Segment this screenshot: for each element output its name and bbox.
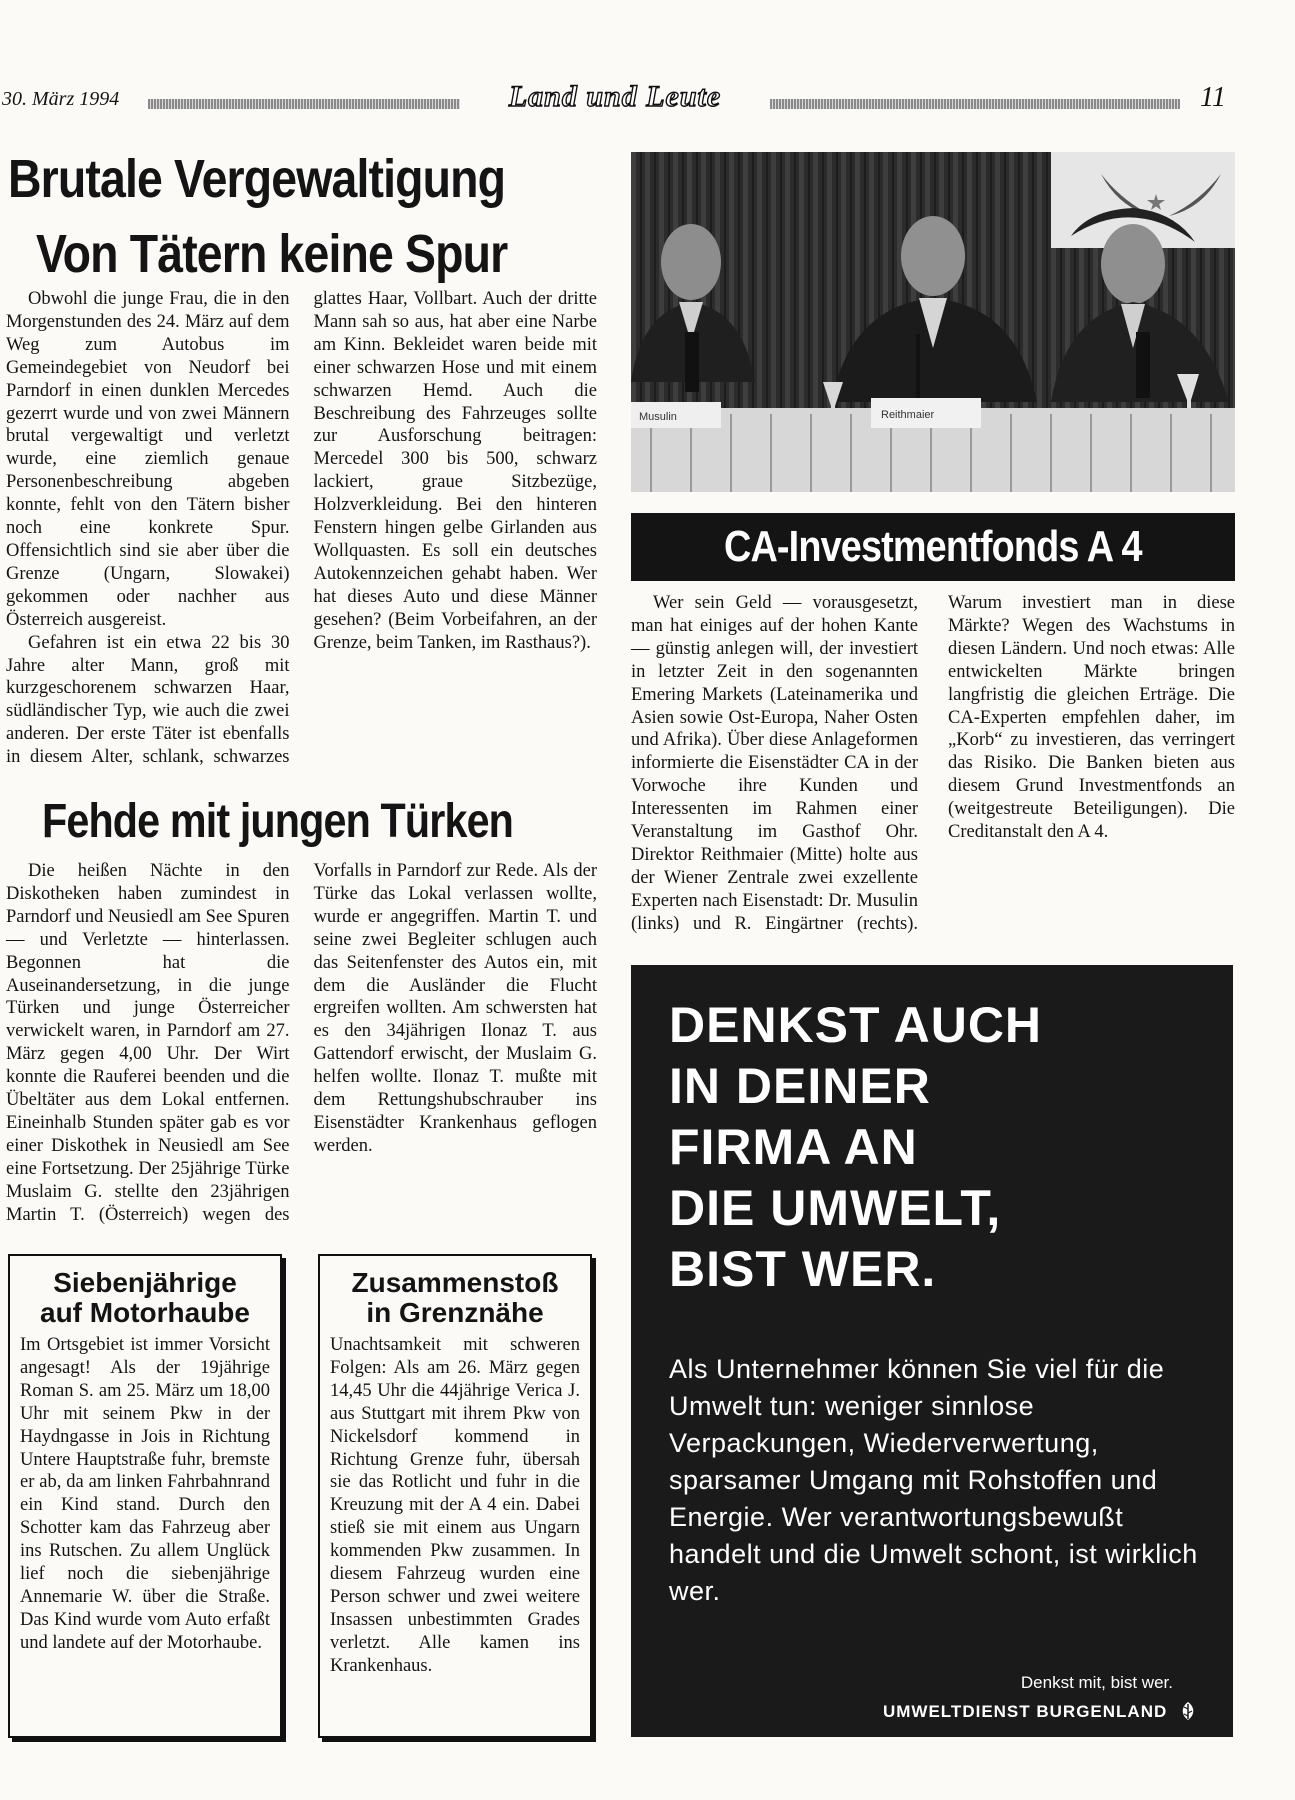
issue-date: 30. März 1994 [2, 88, 120, 110]
press-conference-photo [631, 152, 1235, 492]
placard-left: Musulin [639, 411, 677, 423]
box1-text: Im Ortsgebiet ist immer Vorsicht angesagt! Als der 19jährige Roman S. am 25. März um 18,00 Uhr mit seinem Pkw in der Haydngasse in Jois in Richtung Untere Hauptstraße fuhr, bremste er ab, da am linken Fahrbahnrand ein Kind stand. Durch den Schotter kam das Fahrzeug aber ins Rutschen. Zu allem Unglück lief noch die siebenjährige Annemarie W. über die Straße. Das Kind wurde vom Auto erfaßt und landete auf der Motorhaube. [20, 1335, 270, 1653]
article1-paragraph-2: Gefahren ist ein etwa 22 bis 30 Jahre alter Mann, groß mit kurzgeschorenem schwarzen Haar, südländischer Typ, wie auch die zwei anderen. Der erste Täter ist ebenfalls in diesem Alter, schlank, schwarzes glattes Haar, Vollbart. Auch der dritte Mann sah so aus, hat aber eine Narbe am Kinn. Bekleidet waren beide mit einer schwarzen Hose und mit einem schwarzen Hemd. Auch die Beschreibung des Fahrzeuges sollte zur Ausforschung beitragen: Mercedel 300 bis 500, schwarz lackiert, graue Sitzbezüge, Holzverkleidung. Bei den hinteren Fenstern hingen gelbe Girlanden aus Wollquasten. Es soll ein deutsches Autokennzeichen gehabt haben. Wer hat dieses Auto und diese Männer gesehen? (Beim Vorbeifahren, an der Grenze, beim Tanken, im Rasthaus?). [6, 289, 597, 768]
article1-headline-line2: Von Tätern keine Spur [36, 224, 508, 284]
header-rule-left [148, 99, 460, 109]
ca-article-headline-text: CA-Investmentfonds A 4 [724, 522, 1142, 571]
article2-body [6, 860, 597, 1232]
header-rule-right [770, 99, 1180, 109]
box2-title-line1: Zusammenstoß [351, 1267, 559, 1298]
umwelt-advertisement [631, 965, 1233, 1737]
article1-headline-line1: Brutale Vergewaltigung [8, 149, 506, 209]
box2-title-line2: in Grenznähe [366, 1297, 544, 1328]
ca-article-body [631, 592, 1235, 944]
article1-body [6, 288, 597, 774]
box2-text: Unachtsamkeit mit schweren Folgen: Als am 26. März gegen 14,45 Uhr die 44jährige Verica J. aus Stuttgart mit ihrem Pkw von Nickelsdorf kommend in Richtung Grenze fuhr, übersah sie das Rotlicht und fuhr in die Kreuzung mit der A 4 ein. Dabei stieß sie mit einem aus Ungarn kommenden Pkw zusammen. In diesem Fahrzeug wurden eine Person schwer und zwei weitere Insassen unbestimmten Grades verletzt. Alle kamen ins Krankenhaus. [330, 1335, 580, 1676]
ad-slogan: Denkst mit, bist wer. [1020, 1673, 1173, 1692]
ad-headline-line: IN DEINER [669, 1058, 931, 1114]
ca-article-headline [631, 513, 1235, 581]
article2-text: Die heißen Nächte in den Diskotheken haben zumindest in Parndorf und Neusiedl am See Spuren — und Verletzte — hinterlassen. Begonnen hat die Auseinandersetzung, in die junge Türken und junge Österreicher verwickelt waren, in Parndorf am 27. März gegen 4,00 Uhr. Der Wirt konnte die Rauferei beenden und die Übeltäter aus dem Lokal entfernen. Eineinhalb Stunden später gab es vor einer Diskothek in Neusiedl am See eine Fortsetzung. Der 25jährige Türke Muslaim G. stellte den 23jährigen Martin T. (Österreich) wegen des Vorfalls in Parndorf zur Rede. Als der Türke das Lokal verlassen wollte, wurde er angegriffen. Martin T. und seine zwei Begleiter schlugen auch das Seitenfenster des Autos ein, mit dem die Ausländer die Flucht ergreifen wollten. Am schwersten hat es den 34jährigen Ilonaz T. aus Gattendorf erwischt, der Muslaim G. helfen wollte. Ilonaz T. mußte mit dem Rettungshubschrauber ins Eisenstädter Krankenhaus geflogen werden. [6, 861, 597, 1225]
ad-headline [669, 995, 1042, 1300]
photo-illustration [631, 152, 1235, 492]
news-box-zusammenstoss [318, 1254, 592, 1738]
news-box-siebenjaehrige [8, 1254, 282, 1738]
ad-body-text: Als Unternehmer können Sie viel für die Umwelt tun: weniger sinnlose Verpackungen, Wiederverwertung, sparsamer Umgang mit Rohstoffen und Energie. Wer verantwortungsbewußt handelt und die Umwelt schont, ist wirklich wer. [669, 1354, 1198, 1606]
article2-headline: Fehde mit jungen Türken [42, 795, 514, 848]
box1-title-line2: auf Motorhaube [40, 1297, 250, 1328]
box1-title-line1: Siebenjährige [53, 1267, 237, 1298]
section-title: Land und Leute [508, 80, 722, 113]
ad-headline-line: BIST WER. [669, 1241, 937, 1297]
ad-organization [883, 1701, 1197, 1722]
placard-center: Reithmaier [881, 409, 935, 421]
ca-article-text: Wer sein Geld — vorausgesetzt, man hat einiges auf der hohen Kante — günstig anlegen will, der investiert in letzter Zeit in den sogenannten Emering Markets (Lateinamerika und Asien sowie Ost-Europa, Naher Osten und Afrika). Über diese Anlageformen informierte die Eisenstädter CA in der Vorwoche ihre Kunden und Interessenten im Rahmen einer Veranstaltung im Gasthof Ohr. Direktor Reithmaier (Mitte) holte aus der Wiener Zentrale zwei exzellente Experten nach Eisenstadt: Dr. Musulin (links) und R. Eingärtner (rechts). Warum investiert man in diese Märkte? Wegen des Wachstums in diesen Ländern. Und noch etwas: Alle entwickelten Märkte bringen langfristig die gleichen Erträge. Die CA-Experten empfehlen daher, im „Korb“ zu investieren, das verringert das Risiko. Die Banken bieten aus diesem Grund Investmentfonds an (weitgestreute Beteiligungen). Die Creditanstalt den A 4. [631, 593, 1235, 934]
ad-headline-line: DIE UMWELT, [669, 1180, 1002, 1236]
article1-paragraph-1: Obwohl die junge Frau, die in den Morgenstunden des 24. März auf dem Weg zum Autobus im Gemeindegebiet von Neudorf bei Parndorf in einen dunklen Mercedes gezerrt wurde und von zwei Männern brutal vergewaltigt und verletzt wurde, eine ziemlich genaue Personenbeschreibung abgeben konnte, fehlt von den Tätern bisher noch eine konkrete Spur. Offensichtlich sind sie aber über die Grenze (Ungarn, Slowakei) gekommen oder nachher aus Österreich ausgereist. [6, 289, 290, 630]
page-number: 11 [1200, 82, 1226, 113]
ad-headline-line: DENKST AUCH [669, 997, 1043, 1053]
ad-organization-name: UMWELTDIENST BURGENLAND [882, 1702, 1168, 1721]
ad-headline-line: FIRMA AN [669, 1119, 918, 1175]
leaf-icon [1179, 1701, 1197, 1721]
